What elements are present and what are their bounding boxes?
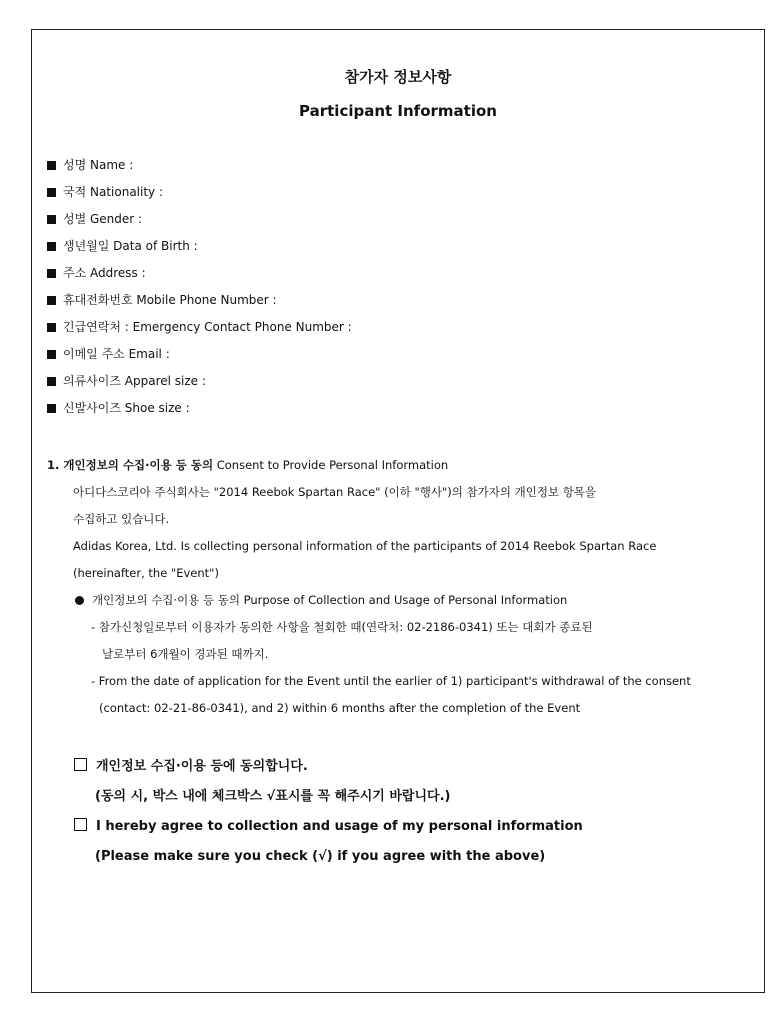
square-bullet-icon xyxy=(47,269,56,278)
field-nationality: 국적 Nationality : xyxy=(47,182,352,209)
field-email: 이메일 주소 Email : xyxy=(47,344,352,371)
circle-bullet-icon xyxy=(75,596,84,605)
agree-korean-checkbox[interactable] xyxy=(74,758,87,771)
square-bullet-icon xyxy=(47,188,56,197)
agree-english-note: (Please make sure you check (√) if you agree with the above) xyxy=(95,849,546,864)
agree-english-checkbox[interactable] xyxy=(74,818,87,831)
agree-english-label: I hereby agree to collection and usage of my personal information xyxy=(96,819,583,834)
consent-english-detail-2: (contact: 02-21-86-0341), and 2) within 6 months after the completion of the Event xyxy=(99,701,581,715)
participant-field-list xyxy=(47,155,352,425)
consent-heading-bold: 1. 개인정보의 수집·이용 등 동의 xyxy=(47,458,214,472)
consent-purpose-bullet: 개인정보의 수집·이용 등 동의 Purpose of Collection and Usage of Personal Information xyxy=(47,590,747,617)
field-emergency-contact: 긴급연락처 : Emergency Contact Phone Number : xyxy=(47,317,352,344)
square-bullet-icon xyxy=(47,404,56,413)
consent-korean-intro-1: 아디다스코리아 주식회사는 "2014 Reebok Spartan Race" (이하 "행사")의 참가자의 개인정보 항목을 xyxy=(73,485,597,499)
agreement-section xyxy=(74,756,583,876)
consent-english-intro-1: Adidas Korea, Ltd. Is collecting personal information of the participants of 2014 Reebok Spartan Race xyxy=(73,539,657,553)
agree-korean-label: 개인정보 수집·이용 등에 동의합니다. xyxy=(96,759,308,774)
field-mobile-phone: 휴대전화번호 Mobile Phone Number : xyxy=(47,290,352,317)
document-page xyxy=(31,29,765,993)
agree-english-row xyxy=(74,816,583,846)
consent-korean-detail-1: - 참가신청일로부터 이용자가 동의한 사항을 철회한 때(연락처: 02-2186-0341) 또는 대회가 종료된 xyxy=(91,620,593,634)
field-address: 주소 Address : xyxy=(47,263,352,290)
square-bullet-icon xyxy=(47,377,56,386)
consent-heading xyxy=(47,455,747,482)
square-bullet-icon xyxy=(47,242,56,251)
field-gender: 성별 Gender : xyxy=(47,209,352,236)
square-bullet-icon xyxy=(47,215,56,224)
square-bullet-icon xyxy=(47,350,56,359)
field-name: 성명 Name : xyxy=(47,155,352,182)
consent-heading-english: Consent to Provide Personal Information xyxy=(216,458,449,472)
consent-english-detail-1: - From the date of application for the Event until the earlier of 1) participant's withdrawal of the consent xyxy=(91,674,691,688)
agree-korean-note: (동의 시, 박스 내에 체크박스 √표시를 꼭 해주시기 바랍니다.) xyxy=(95,789,451,804)
square-bullet-icon xyxy=(47,161,56,170)
square-bullet-icon xyxy=(47,323,56,332)
field-date-of-birth: 생년월일 Data of Birth : xyxy=(47,236,352,263)
consent-section xyxy=(47,455,747,725)
title-english: Participant Information xyxy=(299,102,497,120)
field-shoe-size: 신발사이즈 Shoe size : xyxy=(47,398,352,425)
title-korean: 참가자 정보사항 xyxy=(344,68,452,86)
consent-english-intro-2: (hereinafter, the "Event") xyxy=(73,566,219,580)
square-bullet-icon xyxy=(47,296,56,305)
consent-korean-intro-2: 수집하고 있습니다. xyxy=(73,512,170,526)
agree-korean-row xyxy=(74,756,583,786)
consent-korean-detail-2: 날로부터 6개월이 경과된 때까지. xyxy=(102,647,269,661)
field-apparel-size: 의류사이즈 Apparel size : xyxy=(47,371,352,398)
